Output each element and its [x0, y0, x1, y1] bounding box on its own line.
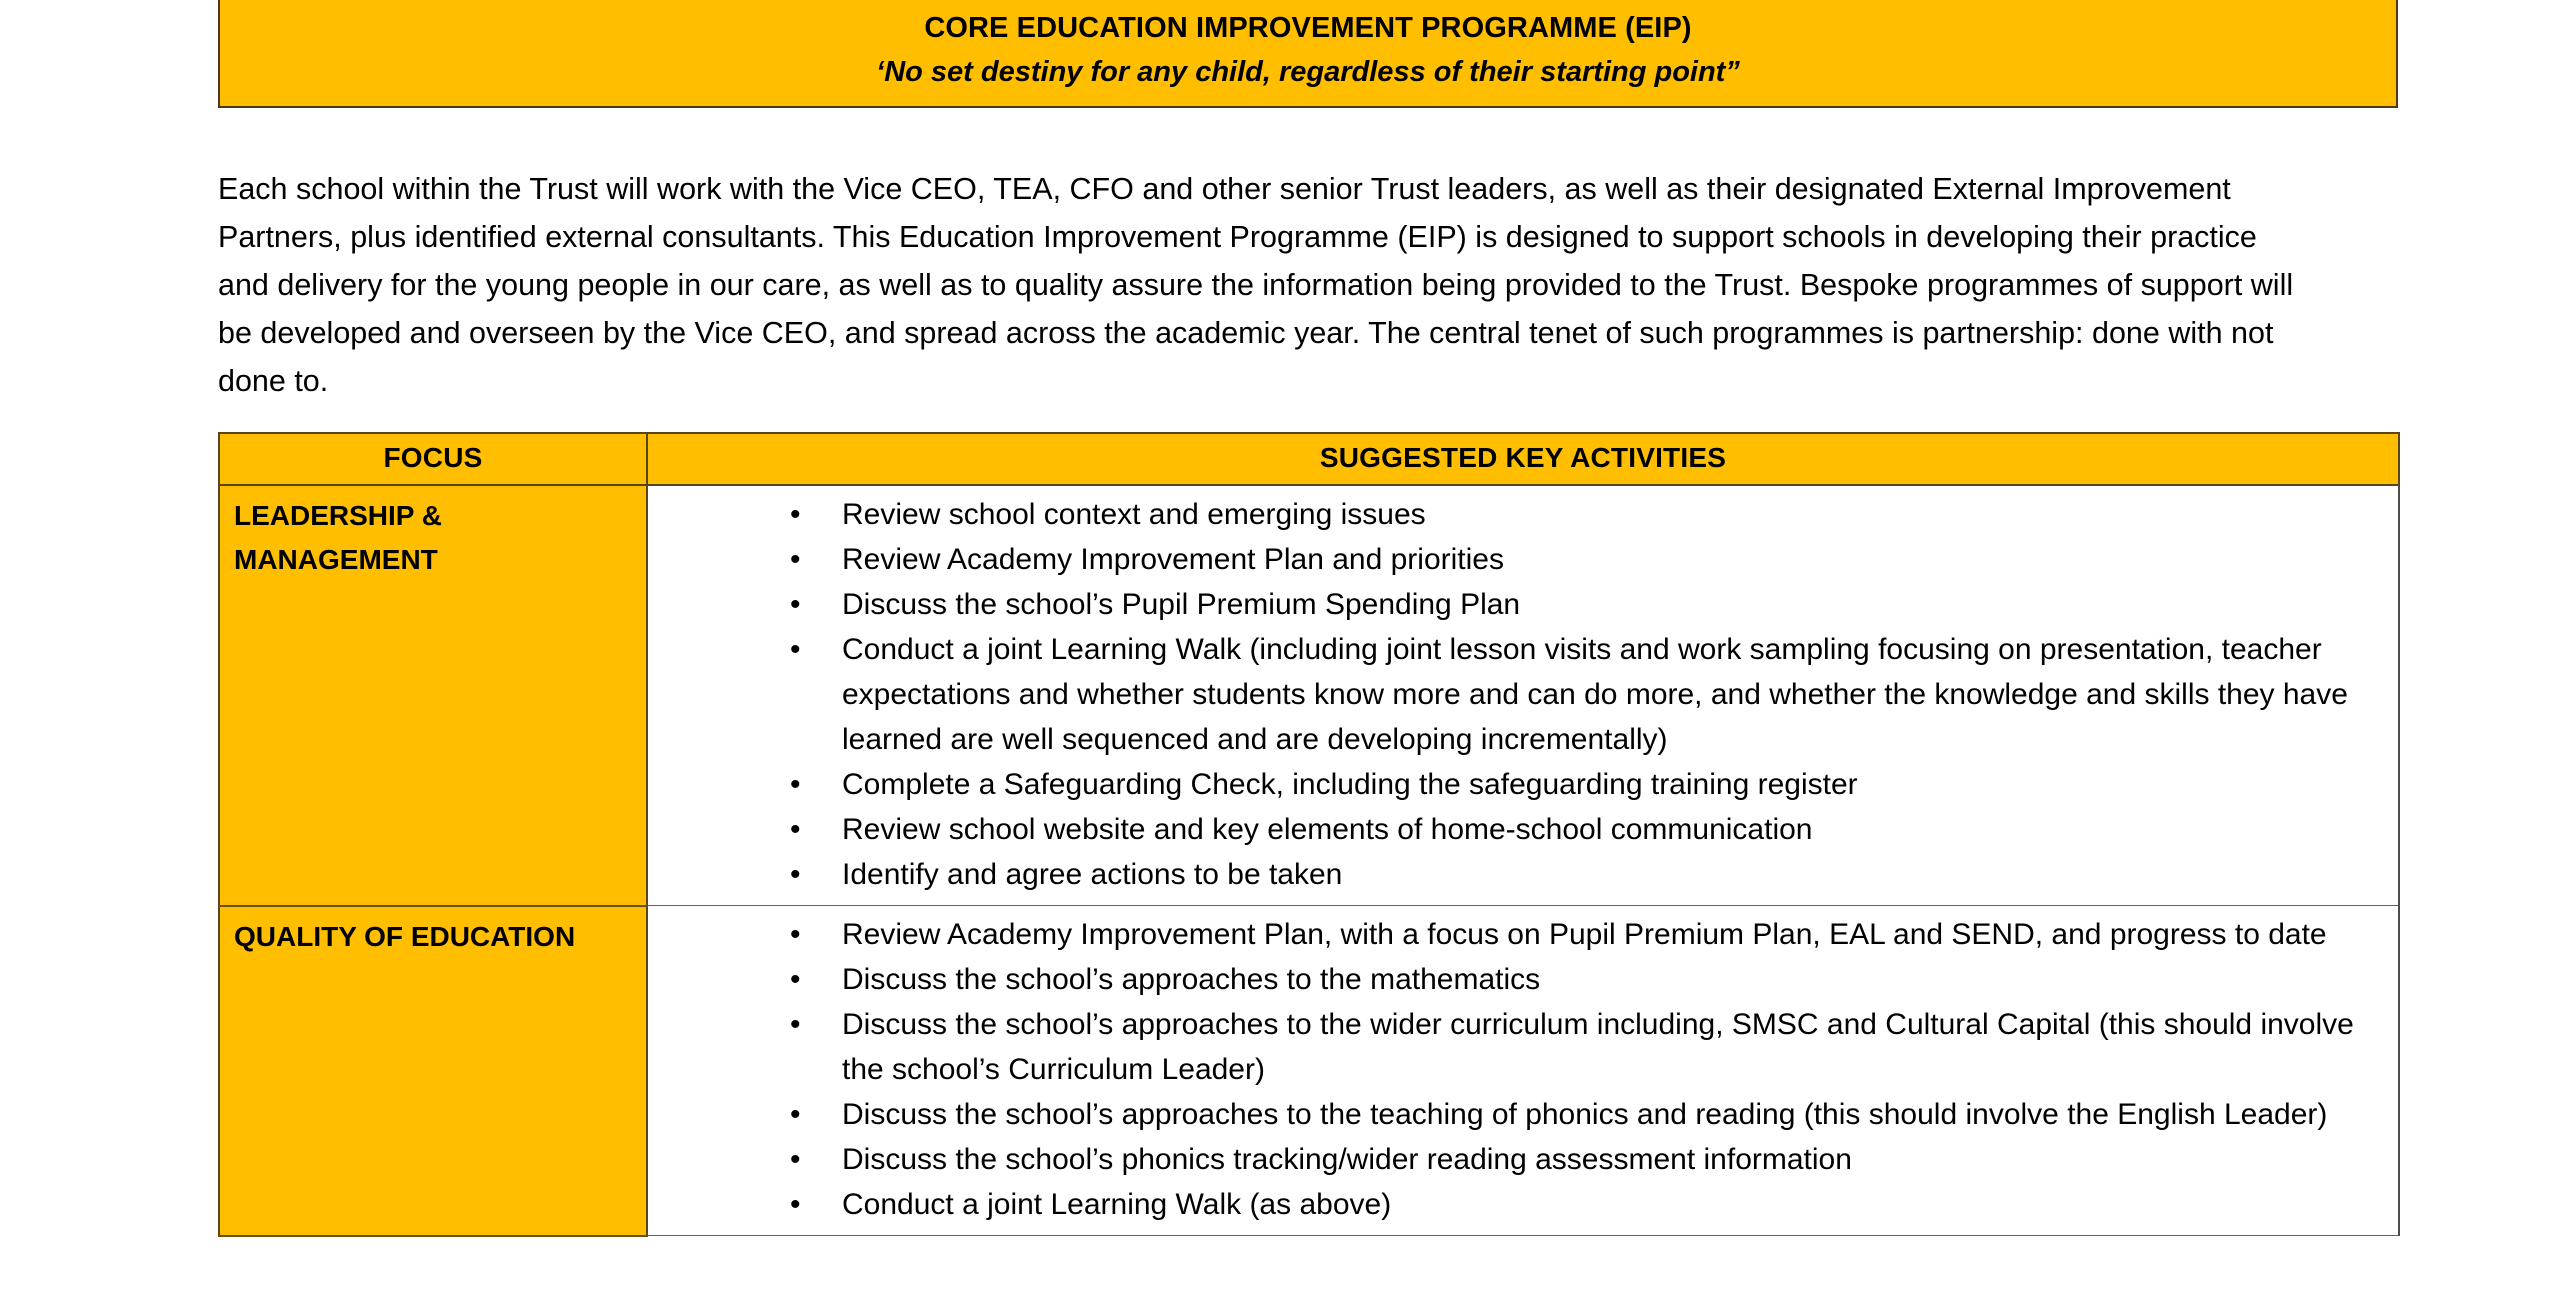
- list-item-label: Discuss the school’s Pupil Premium Spending Plan: [842, 588, 1521, 621]
- list-item-label: Conduct a joint Learning Walk (as above): [842, 1188, 1392, 1221]
- list-item: [790, 912, 2382, 957]
- table-header-row: [219, 433, 2399, 485]
- bullet-icon: •: [790, 498, 801, 531]
- eip-table: [218, 432, 2400, 1237]
- list-item-label: Discuss the school’s approaches to the teaching of phonics and reading (this should involve the English Leader): [842, 1098, 2328, 1131]
- list-item: [790, 492, 2382, 537]
- list-item: [790, 1002, 2382, 1092]
- bullet-icon: •: [790, 1098, 801, 1131]
- activities-list: [648, 492, 2382, 897]
- bullet-icon: •: [790, 768, 801, 801]
- bullet-icon: •: [790, 813, 801, 846]
- activities-cell: [647, 906, 2399, 1236]
- list-item: [790, 957, 2382, 1002]
- table-row: [219, 906, 2399, 1236]
- list-item-label: Review Academy Improvement Plan, with a focus on Pupil Premium Plan, EAL and SEND, and progress to date: [842, 918, 2327, 951]
- list-item-label: Review Academy Improvement Plan and priorities: [842, 543, 1504, 576]
- activities-cell: [647, 485, 2399, 906]
- list-item: [790, 807, 2382, 852]
- title-banner-wrapper: [218, 0, 2398, 108]
- bullet-icon: •: [790, 1008, 801, 1041]
- bullet-icon: •: [790, 918, 801, 951]
- list-item-label: Identify and agree actions to be taken: [842, 858, 1343, 891]
- bullet-icon: •: [790, 1143, 801, 1176]
- focus-cell: QUALITY OF EDUCATION: [219, 906, 647, 1236]
- eip-table-wrapper: [218, 432, 2398, 1237]
- list-item-label: Discuss the school’s approaches to the wider curriculum including, SMSC and Cultural Capital (this should involve the school’s Curriculum Leader): [842, 1008, 2354, 1086]
- list-item: [790, 537, 2382, 582]
- focus-cell: LEADERSHIP & MANAGEMENT: [219, 485, 647, 906]
- activities-list: [648, 912, 2382, 1227]
- programme-title: CORE EDUCATION IMPROVEMENT PROGRAMME (EIP): [924, 12, 1692, 44]
- list-item-label: Discuss the school’s approaches to the mathematics: [842, 963, 1541, 996]
- bullet-icon: •: [790, 858, 801, 891]
- list-item-label: Discuss the school’s phonics tracking/wider reading assessment information: [842, 1143, 1852, 1176]
- programme-strapline: ‘No set destiny for any child, regardless of their starting point”: [876, 55, 1740, 88]
- list-item: [790, 1137, 2382, 1182]
- list-item-label: Complete a Safeguarding Check, including the safeguarding training register: [842, 768, 1858, 801]
- list-item: [790, 582, 2382, 627]
- list-item: [790, 1182, 2382, 1227]
- bullet-icon: •: [790, 963, 801, 996]
- bullet-icon: •: [790, 588, 801, 621]
- intro-paragraph: Each school within the Trust will work with the Vice CEO, TEA, CFO and other senior Trust leaders, as well as their designated External Improvement Partners, plus identified external consultants. This Education Improvement Programme (EIP) is designed to support schools in developing their practice and delivery for the young people in our care, as well as to quality assure the information being provided to the Trust. Bespoke programmes of support will be developed and overseen by the Vice CEO, and spread across the academic year. The central tenet of such programmes is partnership: done with not done to.: [218, 172, 2294, 398]
- bullet-icon: •: [790, 543, 801, 576]
- table-row: [219, 485, 2399, 906]
- list-item: [790, 762, 2382, 807]
- list-item-label: Review school context and emerging issues: [842, 498, 1426, 531]
- list-item: [790, 627, 2382, 762]
- bullet-icon: •: [790, 1188, 801, 1221]
- list-item-label: Conduct a joint Learning Walk (including joint lesson visits and work sampling focusing on presentation, teacher expectations and whether students know more and can do more, and whether the knowledge and skills they have learned are well sequenced and are developing incrementally): [842, 633, 2348, 756]
- list-item-label: Review school website and key elements of home-school communication: [842, 813, 1813, 846]
- list-item: [790, 1092, 2382, 1137]
- table-head: [219, 433, 2399, 485]
- list-item: [790, 852, 2382, 897]
- bullet-icon: •: [790, 633, 801, 666]
- table-body: [219, 485, 2399, 1236]
- column-header-focus: FOCUS: [219, 433, 647, 485]
- column-header-activities: SUGGESTED KEY ACTIVITIES: [647, 433, 2399, 485]
- title-banner: [218, 0, 2398, 108]
